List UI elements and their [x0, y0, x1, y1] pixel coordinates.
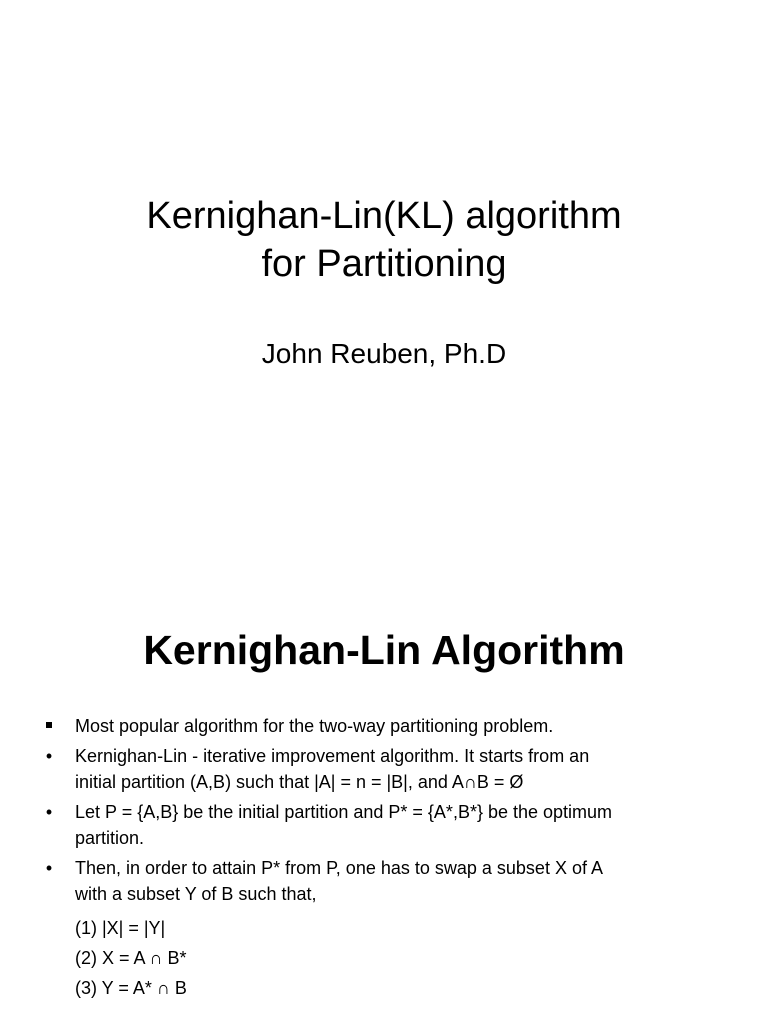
condition-item: (1) |X| = |Y| [75, 918, 166, 938]
slide-title-heading [0, 192, 768, 288]
bullet-text: Kernighan-Lin - iterative improvement algorithm. It starts from an [75, 746, 590, 766]
author-name: John Reuben, Ph.D [261, 338, 507, 369]
dot-bullet-icon: • [45, 858, 53, 878]
bullet-text-continued: initial partition (A,B) such that |A| = n = |B|, and A∩B = Ø [75, 772, 524, 792]
bullet-item [0, 855, 768, 907]
bullet-text: Most popular algorithm for the two-way partitioning problem. [75, 716, 554, 736]
bullet-text-continued: with a subset Y of B such that, [75, 884, 317, 904]
dot-bullet-icon: • [45, 746, 53, 766]
dot-bullet-icon: • [45, 802, 53, 822]
bullet-item [0, 743, 768, 795]
title-line-2: for Partitioning [261, 243, 507, 285]
bullet-text: Let P = {A,B} be the initial partition and P* = {A*,B*} be the optimum [75, 802, 613, 822]
square-bullet-icon [42, 713, 56, 739]
bullet-text: Then, in order to attain P* from P, one has to swap a subset X of A [75, 858, 603, 878]
title-line-1: Kernighan-Lin(KL) algorithm [146, 195, 622, 237]
content-slide-heading: Kernighan-Lin Algorithm [143, 627, 625, 673]
bullet-item [0, 799, 768, 851]
bullet-item [0, 713, 768, 739]
condition-list [75, 913, 187, 1003]
condition-item: (3) Y = A* ∩ B [75, 978, 187, 998]
condition-item: (2) X = A ∩ B* [75, 948, 187, 968]
slide-content [0, 576, 768, 1024]
bullet-list [0, 713, 768, 911]
bullet-text-continued: partition. [75, 828, 145, 848]
